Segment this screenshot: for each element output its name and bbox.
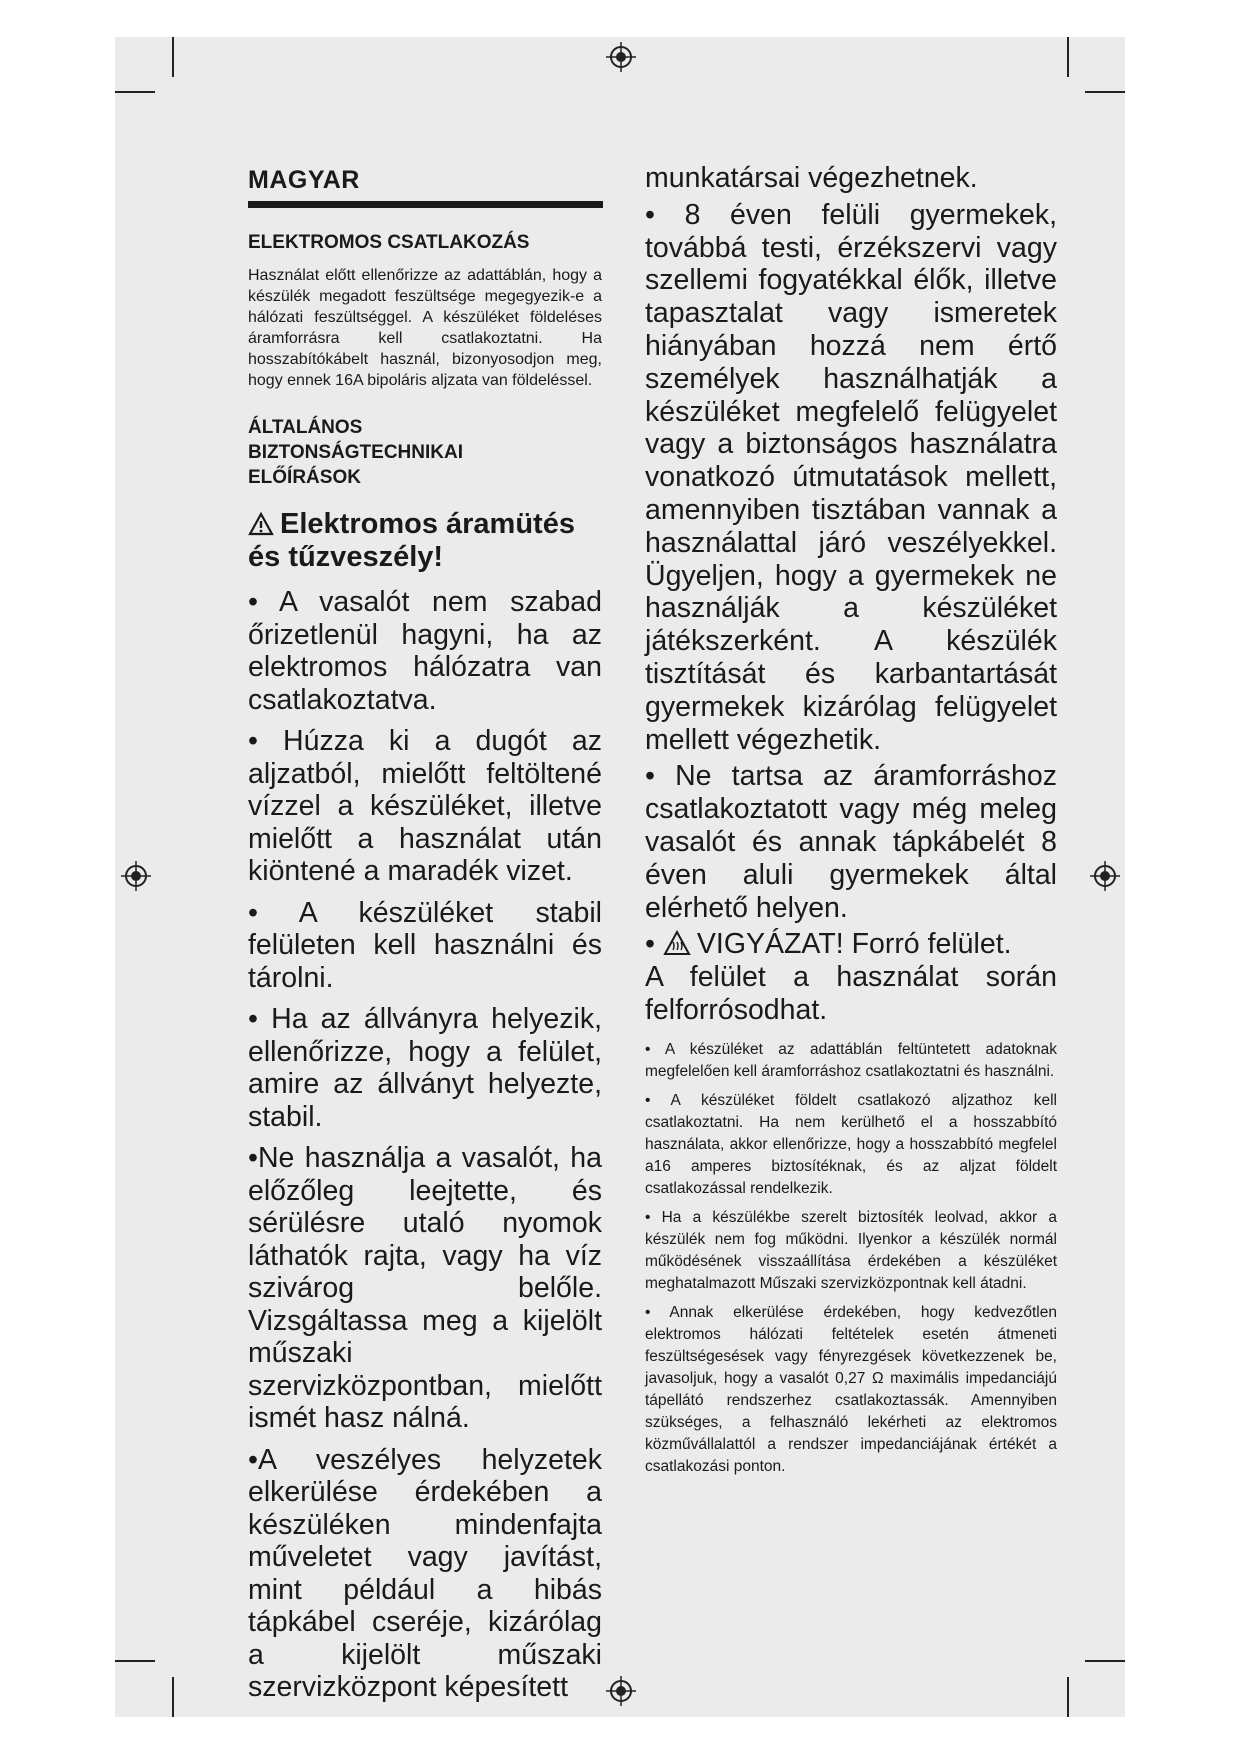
crop-mark — [172, 37, 174, 77]
warning-triangle-icon — [663, 930, 691, 956]
small-paragraph: • Annak elkerülése érdekében, hogy kedvezőtlen elektromos hálózati feltételek esetén átmeneti feszültségesések vagy fényrezgések következzenek be, javasoljuk, hogy a vasalót 0,27 Ω maximális impedanciájú tápellátó rendszerhez csatlakoztassák. Amennyiben szükséges, a felhasználó lekérheti az elektromos közművállalattól a rendszer impedanciájának értékét a csatlakozási ponton. — [645, 1303, 1057, 1475]
electrical-connection-text: Használat előtt ellenőrizze az adattáblán, hogy a készülék megadott feszültsége megegyezik-e a hálózati feszültséggel. A készüléket földeléses áramforrásra kell csatlakoztatni. Ha hosszabítókábelt használ, bizonyosodjon meg, hogy ennek 16A bipoláris aljzata van földeléssel. — [248, 267, 602, 389]
small-paragraph: • A készüléket az adattáblán feltüntetett adatoknak megfelelően kell áramforráshoz csatlakoztatni és használni. — [645, 1040, 1057, 1080]
section-title-line: BIZTONSÁGTECHNIKAI — [248, 442, 463, 463]
warning-title-text: Elektromos áramütés és tűzveszély! — [248, 508, 575, 573]
registration-mark-icon — [606, 42, 636, 72]
left-column — [248, 166, 602, 1704]
safety-item: • A készüléket stabil felületen kell használni és tárolni. — [248, 896, 602, 994]
registration-mark-icon — [1090, 861, 1120, 891]
safety-item: • A vasalót nem szabad őrizetlenül hagyni, ha az elektromos hálózatra van csatlakoztatva. — [248, 586, 602, 716]
reach-warning-paragraph: • Ne tartsa az áramforráshoz csatlakoztatott vagy még meleg vasalót és annak tápkábelét 8 éven aluli gyermekek által elérhető helyen. — [645, 760, 1057, 924]
crop-mark — [172, 1677, 174, 1717]
section-title-line: ELŐÍRÁSOK — [248, 467, 361, 488]
small-paragraph: • A készüléket földelt csatlakozó aljzathoz kell csatlakoztatni. Ha nem kerülhető el a hosszabbító használata, akkor ellenőrizze, hogy a hosszabbító megfelel a16 amperes biztosítéknak, és az aljzat földelt csatlakozással rendelkezik. — [645, 1091, 1057, 1197]
crop-mark — [1067, 1677, 1069, 1717]
crop-mark — [1067, 37, 1069, 77]
section-title-line: ÁLTALÁNOS — [248, 417, 363, 438]
crop-mark — [115, 91, 155, 93]
safety-item: • Húzza ki a dugót az aljzatból, mielőtt feltöltené vízzel a készüléket, illetve mielőtt a használat után kiöntené a maradék vizet. — [248, 725, 602, 887]
safety-item: •A veszélyes helyzetek elkerülése érdekében a készüléken mindenfajta műveletet vagy javítást, mint például a hibás tápkábel cseréje, kizárólag a kijelölt műszaki szervizközpont képesített — [248, 1443, 602, 1703]
right-column — [645, 162, 1057, 1478]
warning-triangle-icon — [248, 512, 274, 536]
crop-mark — [115, 1660, 155, 1662]
children-warning-paragraph: • 8 éven felüli gyermekek, továbbá testi, érzékszervi vagy szellemi fogyatékkal élők, illetve tapasztalat vagy ismeretek hiányában hozzá nem értő személyek használhatják a készüléket megfelelő felügyelet vagy a biztonságos használatra vonatkozó útmutatások mellett, amennyiben tisztában vannak a használattal járó veszélyekkel. Ügyeljen, hogy a gyermekek ne használják a készüléket játékszerként. A készülék tisztítását és karbantartását gyermekek kizárólag felügyelet mellett végezhetik. — [645, 198, 1057, 756]
registration-mark-icon — [121, 861, 151, 891]
continued-paragraph: munkatársai végezhetnek. — [645, 162, 978, 194]
crop-mark — [1085, 91, 1125, 93]
safety-item: •Ne használja a vasalót, ha előzőleg leejtette, és sérülésre utaló nyomok láthatók rajta, vagy ha víz szivárog belőle. Vizsgáltassa meg a kijelölt műszaki szervizközpontban, mielőtt ismét hasz nálná. — [248, 1142, 602, 1434]
safety-item: • Ha az állványra helyezik, ellenőrizze, hogy a felület, amire az állványt helyezte, stabil. — [248, 1003, 602, 1133]
warning-heading — [248, 508, 602, 574]
registration-mark-icon — [606, 1676, 636, 1706]
caution-text: A felület a használat során felforrósodhat. — [645, 961, 1057, 1026]
language-heading: MAGYAR — [248, 166, 603, 208]
crop-mark — [1085, 1660, 1125, 1662]
small-paragraph: • Ha a készülékbe szerelt biztosíték leolvad, akkor a készülék nem fog működni. Ilyenkor a készülék normál működésének visszaállítása érdekében a készüléket meghatalmazott Műszaki szervizközpontnak kell átadni. — [645, 1208, 1057, 1292]
section-title-electrical: ELEKTROMOS CSATLAKOZÁS — [248, 232, 530, 253]
section-title-safety — [248, 415, 602, 490]
caution-label: VIGYÁZAT! Forró felület. — [696, 928, 1012, 961]
hot-surface-caution: • VIGYÁZAT! Forró felület. A felület a használat során felforrósodhat. — [645, 928, 1057, 1026]
